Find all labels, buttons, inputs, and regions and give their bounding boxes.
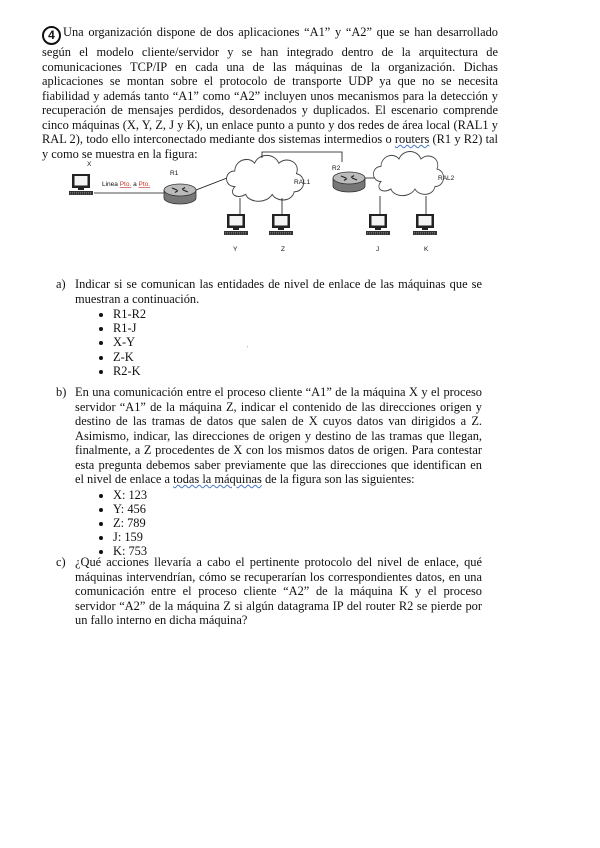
host-j-label: J (376, 246, 380, 253)
section-b-label: b) (56, 385, 67, 399)
intro-routers-word: routers (394, 132, 430, 146)
address-item: • K: 753 (113, 544, 482, 558)
section-b (56, 385, 482, 559)
section-a-list (75, 307, 482, 378)
router-r1-icon (164, 184, 196, 204)
host-k-label: K (424, 246, 429, 253)
pc-icon-z (269, 214, 293, 235)
address-item: • Y: 456 (113, 502, 482, 516)
address-item: • J: 159 (113, 530, 482, 544)
pc-icon-x (69, 174, 93, 195)
section-b-body (75, 385, 482, 559)
address-item: • Z: 789 (113, 516, 482, 530)
section-b-underlined: todas la máquinas (173, 472, 262, 486)
section-a-text: Indicar si se comunican las entidades de nivel de enlace de las máquinas que se muestran a continuación. (75, 277, 482, 306)
host-x-label: X (87, 161, 92, 168)
pc-icon-k (413, 214, 437, 235)
host-z-label: Z (281, 246, 285, 253)
router-r1-label: R1 (170, 170, 179, 177)
section-a-body (75, 277, 482, 378)
list-item: • R2-K (113, 364, 482, 378)
pc-icon-j (366, 214, 390, 235)
list-item: • R1-R2 (113, 307, 482, 321)
intro-text: Una organización dispone de dos aplicaciones “A1” y “A2” que se han desarrollado según el modelo cliente/servidor y se han integrado dentro de la arquitectura de comunicaciones TCP/IP en cada una de las máquinas de la organización. Dichas aplicaciones se montan sobre el protocolo de transporte UDP ya que no se necesita fiabilidad y además tanto “A1” como “A2” incluyen unos mecanismos para la detección y recuperación de mensajes perdidos, desordenados y duplicados. El escenario comprende cinco máquinas (X, Y, Z, J y K), un enlace punto a punto y dos redes de área local (RAL1 y RAL 2), todo ello interconectado mediante dos sistemas intermedios o (42, 25, 498, 146)
question-number: 4 (42, 26, 61, 45)
section-c-text: ¿Qué acciones llevaría a cabo el pertinente protocolo del nivel de enlace, qué máquinas intervendrían, cómo se recuperarían los correspondientes datos, en una comunicación entre el proceso cliente “A2” de la máquina K y el proceso servidor “A2” de la máquina Z si algún datagrama IP del router R2 se pierde por un fallo interno en dicha máquina? (75, 555, 482, 627)
address-list (75, 488, 482, 559)
ral2-label: RAL2 (438, 175, 455, 182)
ral1-label: RAL1 (294, 179, 311, 186)
stray-mark: ᾽ (246, 345, 249, 354)
pc-icon-y (224, 214, 248, 235)
address-item: • X: 123 (113, 488, 482, 502)
list-item: • X-Y (113, 335, 482, 349)
section-a (56, 277, 482, 378)
ral2-cloud (374, 152, 444, 196)
link-r1-ral1 (196, 178, 227, 190)
router-r2-icon (333, 172, 365, 192)
host-y-label: Y (233, 246, 238, 253)
section-c-body (75, 555, 482, 628)
section-c (56, 555, 482, 628)
network-diagram (62, 148, 502, 260)
list-item: • R1-J (113, 321, 482, 335)
ptp-link-label: Linea Pto. a Pto. (102, 181, 151, 188)
intro-end-text: (R1 y R2) tal y como se muestra en la figura: (42, 132, 498, 161)
section-a-label: a) (56, 277, 66, 291)
section-b-text: En una comunicación entre el proceso cliente “A1” de la máquina X y el proceso servidor “A1” de la máquina Z, indicar el contenido de las direcciones origen y destino de las tramas de datos que salen de X cuyos datos van dirigidos a Z. Asimismo, indicar, las direcciones de origen y destino de las tramas que llegan, finalmente, a Z procedentes de X con los mismos datos de origen. Para contestar esta pregunta debemos saber previamente que las direcciones que identifican en el nivel de enlace a todas la máquinas de la figura son las siguientes: (75, 385, 482, 486)
ral1-cloud (227, 155, 304, 201)
section-c-label: c) (56, 555, 66, 569)
intro-paragraph (42, 25, 498, 161)
router-r2-label: R2 (332, 165, 341, 172)
list-item: • Z-K (113, 350, 482, 364)
